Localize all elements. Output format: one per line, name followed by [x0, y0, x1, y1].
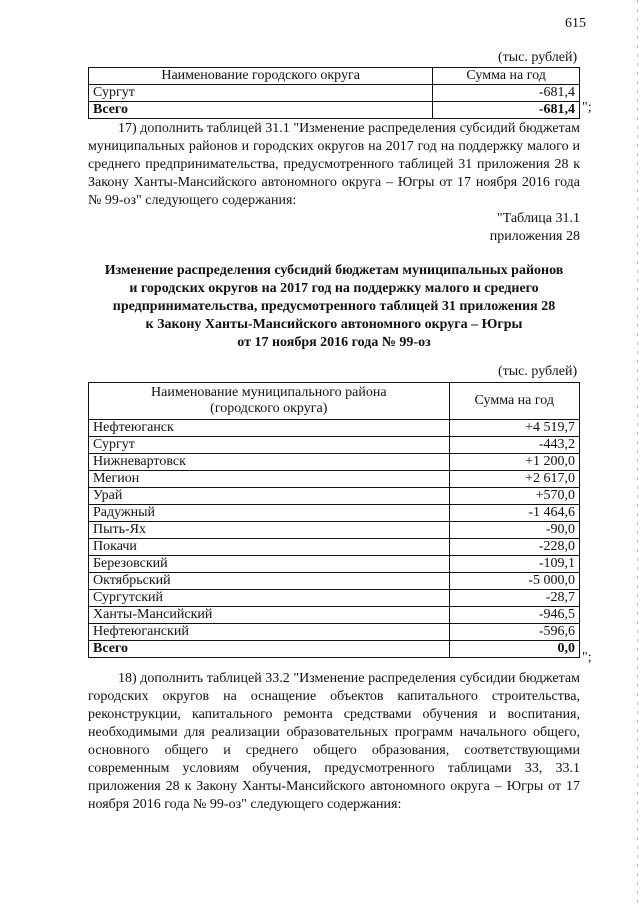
table2-total-sum: 0,0 [449, 641, 579, 658]
row-sum: -596,6 [449, 624, 579, 641]
table1-total-name: Всего [89, 102, 433, 119]
table2-header-name-line-1: Наименование муниципального района [151, 385, 387, 400]
paragraph-17-text: 17) дополнить таблицей 31.1 "Изменение распределения субсидий бюджетам муниципальных районов и городских округов на 2017 год на поддержку малого и среднего предпринимательства, предусмотренного таблицей 31 приложения 28 к Закону Ханты-Мансийского автономного округа – Югры от 17 ноября 2016 года № 99-оз" следующего содержания: [88, 121, 580, 208]
heading-line-2: и городских округов на 2017 год на поддержку малого и среднего [129, 281, 539, 296]
row-name: Мегион [89, 471, 450, 488]
heading-line-4: к Закону Ханты-Мансийского автономного округа – Югры [145, 317, 523, 332]
table-row [89, 454, 580, 471]
row-sum: -228,0 [449, 539, 579, 556]
page-number: 615 [565, 16, 586, 31]
table1-units: (тыс. рублей) [498, 50, 578, 65]
table2 [88, 382, 580, 658]
table-row [89, 85, 580, 102]
table1-row-name: Сургут [89, 85, 433, 102]
table-row [89, 624, 580, 641]
table-row [89, 437, 580, 454]
table2-header-name [89, 383, 450, 420]
table-row [89, 607, 580, 624]
table-row [89, 539, 580, 556]
table1-tail: "; [582, 100, 592, 115]
table2-total-row [89, 641, 580, 658]
row-name: Пыть-Ях [89, 522, 450, 539]
table1-header-sum: Сумма на год [433, 68, 580, 85]
table-row [89, 522, 580, 539]
row-sum: -946,5 [449, 607, 579, 624]
heading-line-1: Изменение распределения субсидий бюджетам муниципальных районов [104, 263, 564, 278]
note-line-2: приложения 28 [489, 229, 580, 244]
row-name: Покачи [89, 539, 450, 556]
table1-header [89, 68, 580, 85]
scan-edge [637, 0, 638, 905]
row-name: Березовский [89, 556, 450, 573]
table-31-1-note [490, 210, 580, 246]
paragraph-18 [88, 670, 580, 814]
table-row [89, 556, 580, 573]
paragraph-17 [88, 120, 580, 210]
table2-total-name: Всего [89, 641, 450, 658]
table2-header-sum: Сумма на год [449, 383, 579, 420]
row-sum: +2 617,0 [449, 471, 579, 488]
row-name: Радужный [89, 505, 450, 522]
heading-line-5: от 17 ноября 2016 года № 99-оз [237, 335, 431, 350]
row-sum: -443,2 [449, 437, 579, 454]
table-row [89, 590, 580, 607]
row-name: Сургутский [89, 590, 450, 607]
table1-total-row [89, 102, 580, 119]
row-name: Нижневартовск [89, 454, 450, 471]
row-sum: +570,0 [449, 488, 579, 505]
row-sum: -28,7 [449, 590, 579, 607]
table2-header-name-line-2: (городского округа) [210, 401, 328, 416]
row-name: Октябрьский [89, 573, 450, 590]
row-name: Ханты-Мансийский [89, 607, 450, 624]
table1-header-name: Наименование городского округа [89, 68, 433, 85]
row-sum: -90,0 [449, 522, 579, 539]
table-row [89, 573, 580, 590]
paragraph-18-text: 18) дополнить таблицей 33.2 "Изменение распределения субсидии бюджетам городских округов на оснащение объектов капитального строительства, реконструкции, капитального ремонта средствами обучения и воспитания, необходимыми для реализации образовательных программ начального общего, основного общего и среднего общего образования, соответствующими современным условиям обучения, предусмотренного таблицами 33, 33.1 приложения 28 к Закону Ханты-Мансийского автономного округа – Югры от 17 ноября 2016 года № 99-оз" следующего содержания: [88, 671, 580, 812]
row-name: Нефтеюганский [89, 624, 450, 641]
table-row [89, 420, 580, 437]
table-row [89, 471, 580, 488]
note-line-1: "Таблица 31.1 [496, 211, 580, 226]
row-sum: -5 000,0 [449, 573, 579, 590]
heading-line-3: предпринимательства, предусмотренного таблицей 31 приложения 28 [112, 299, 556, 314]
table2-units: (тыс. рублей) [498, 364, 578, 379]
table-row [89, 488, 580, 505]
table1-row-sum: -681,4 [433, 85, 580, 102]
row-name: Урай [89, 488, 450, 505]
row-name: Нефтеюганск [89, 420, 450, 437]
table1 [88, 67, 580, 119]
table2-header [89, 383, 580, 420]
row-name: Сургут [89, 437, 450, 454]
row-sum: -109,1 [449, 556, 579, 573]
table-heading [88, 262, 580, 352]
table1-total-sum: -681,4 [433, 102, 580, 119]
row-sum: +1 200,0 [449, 454, 579, 471]
row-sum: -1 464,6 [449, 505, 579, 522]
row-sum: +4 519,7 [449, 420, 579, 437]
table-row [89, 505, 580, 522]
table2-tail: "; [582, 650, 592, 665]
